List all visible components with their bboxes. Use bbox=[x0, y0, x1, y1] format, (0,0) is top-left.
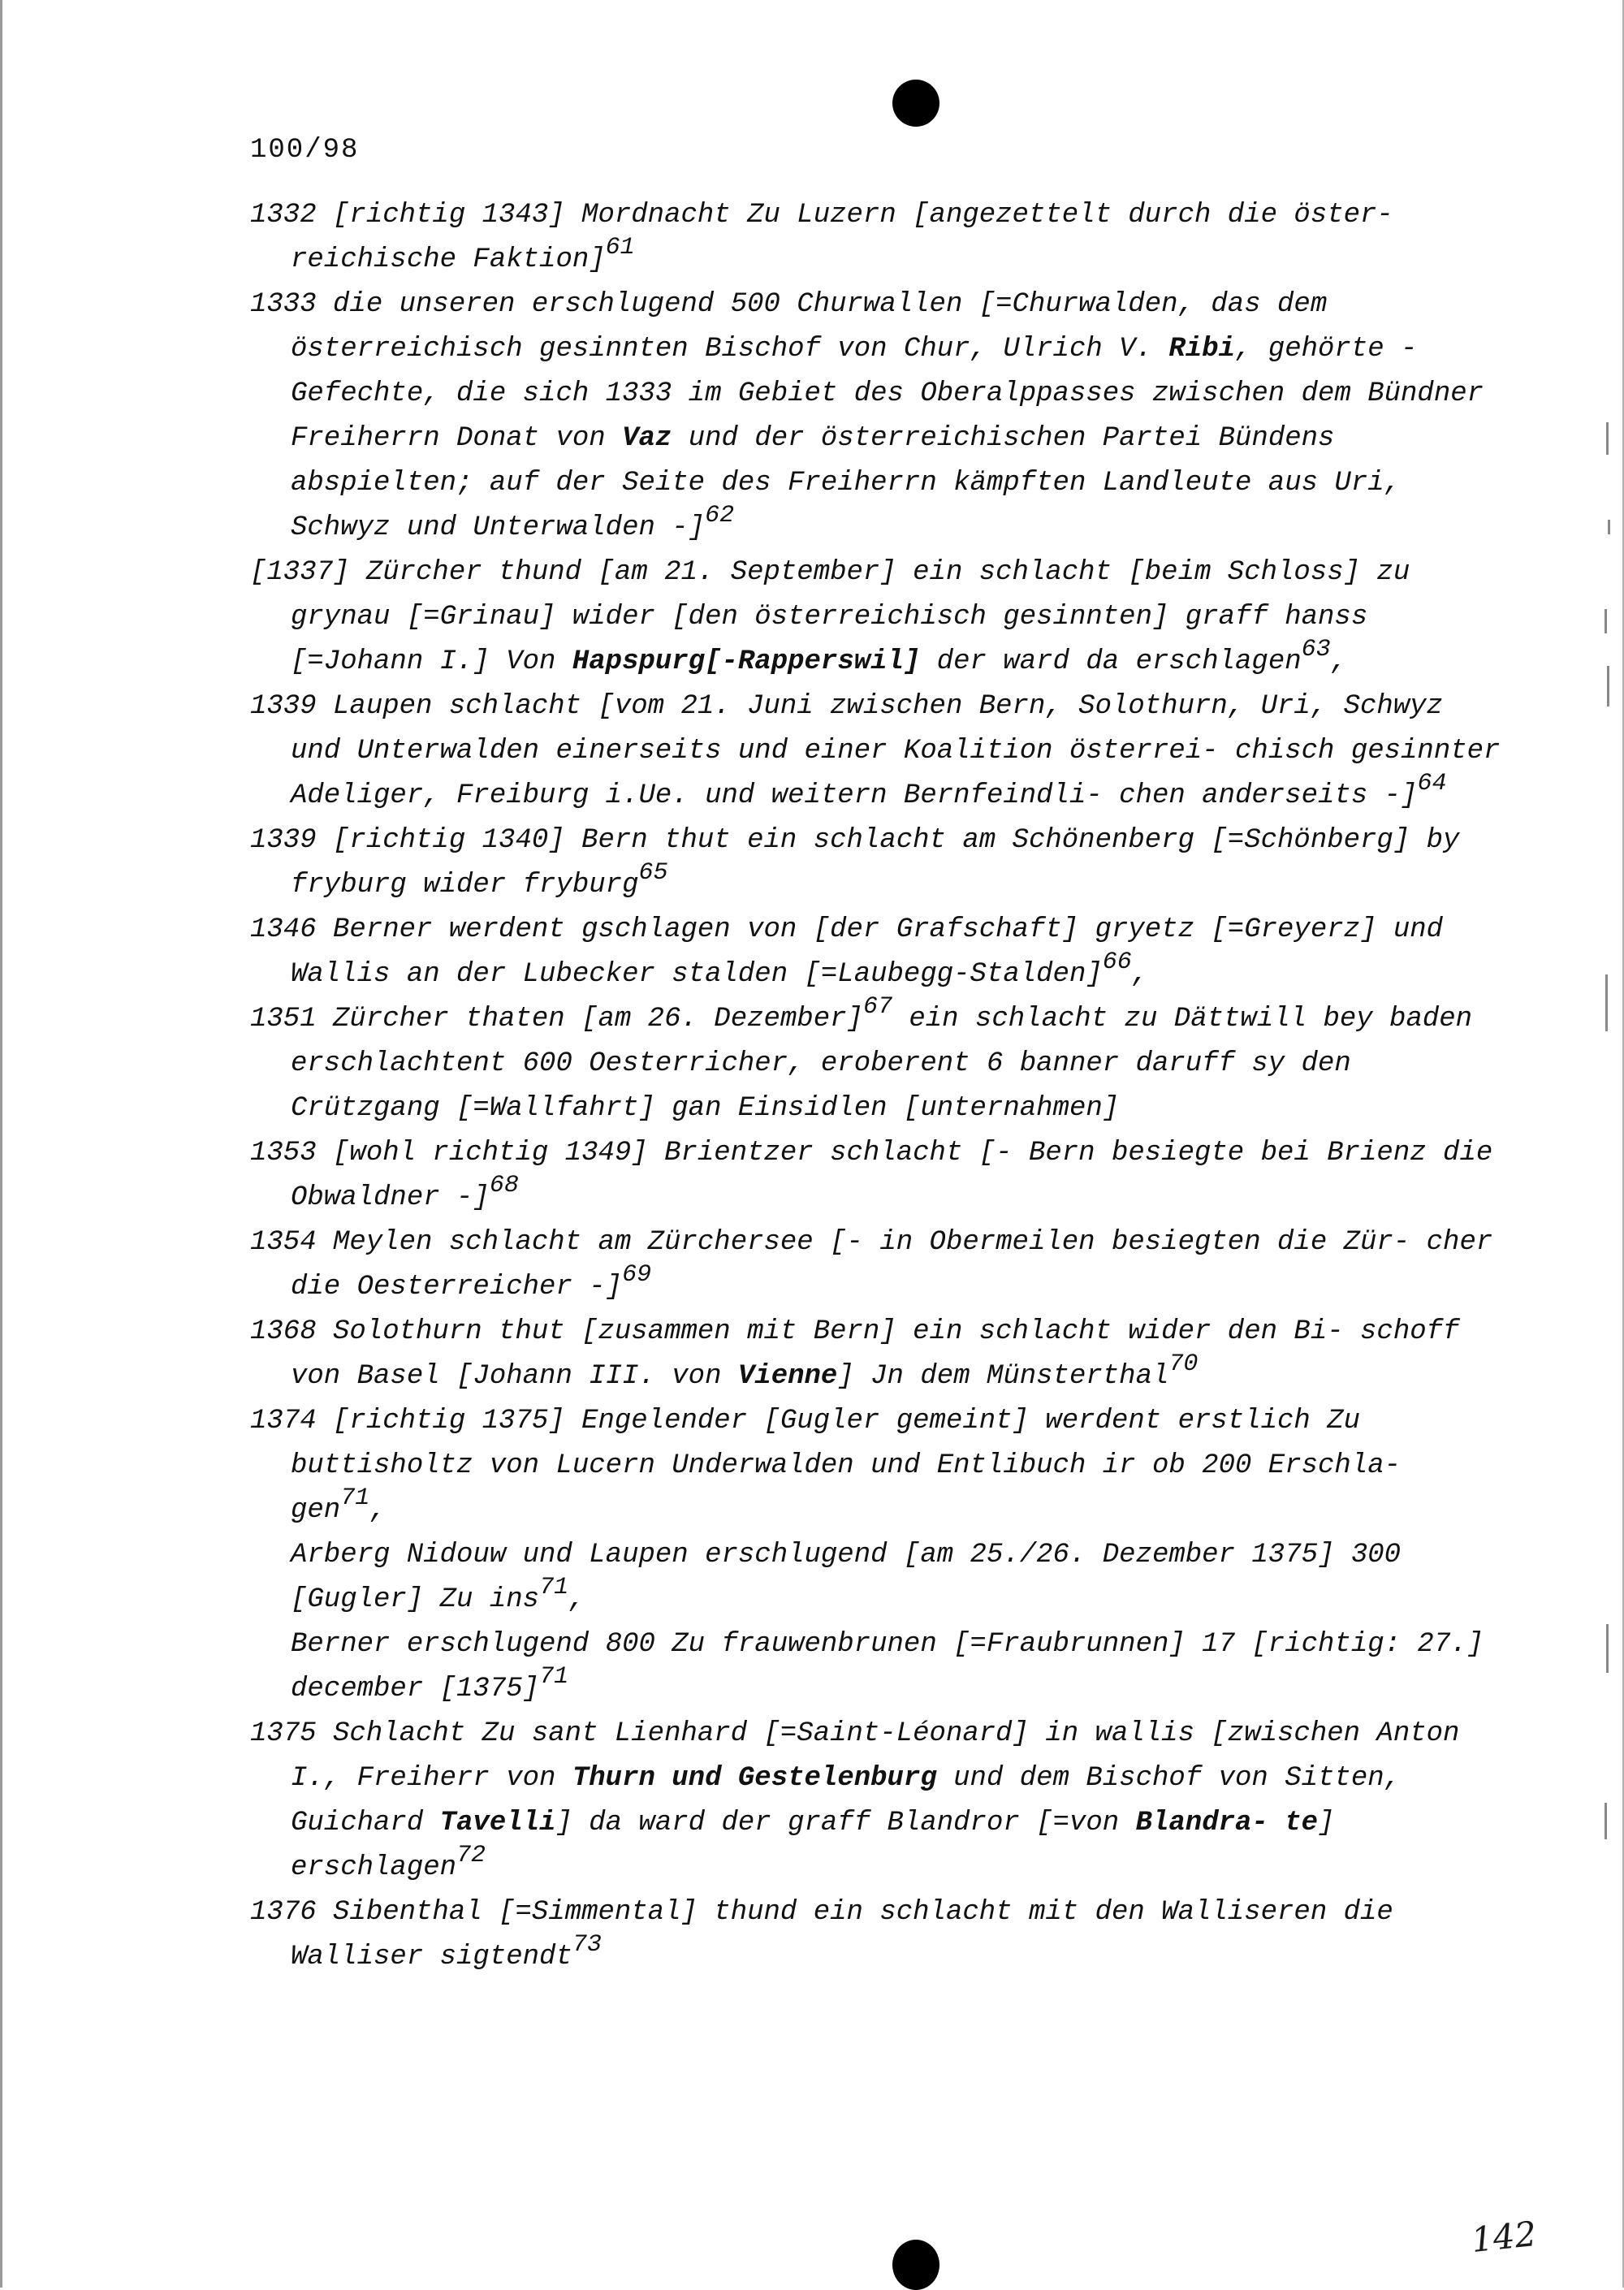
page-reference: 100/98 bbox=[250, 135, 360, 166]
punch-hole-top bbox=[892, 80, 939, 127]
chronicle-entry: 1354 Meylen schlacht am Zürchersee [- in Obermeilen besiegten die Zür- cher die Oesterreicher -]$^{69}$ bbox=[250, 1227, 1493, 1303]
chronicle-entry-continuation: Berner erschlugend 800 Zu frauwenbrunen [=Fraubrunnen] 17 [richtig: 27.] december $[1375]^{71}$ bbox=[291, 1629, 1484, 1705]
chronicle-entry: 1376 Sibenthal [=Simmental] thund ein schlacht mit den Walliseren die Walliser sigtendt$^{73}$ bbox=[250, 1897, 1393, 1972]
punch-hole-bottom bbox=[892, 2240, 939, 2290]
chronicle-entry: 1375 Schlacht Zu sant Lienhard [=Saint-Léonard] in wallis [zwischen Anton I., Freiherr von Thurn und Gestelenburg und dem Bischof von Sitten, Guichard Tavelli] da ward der graff Blandror [=von Blandra- te] erschlagen$^{72}$ bbox=[250, 1718, 1460, 1883]
margin-scan-specks bbox=[1603, 406, 1614, 2030]
chronicle-entry: 1368 Solothurn thut [zusammen mit Bern] ein schlacht wider den Bi- schoff von Basel [Johann III. von Vienne] Jn dem Münsterthal$^{70}$ bbox=[250, 1316, 1460, 1392]
chronicle-entry: 1333 die unseren erschlugend 500 Churwallen [=Churwalden, das dem österreichisch gesinnten Bischof von Chur, Ulrich V. Ribi, gehörte - Gefechte, die sich 1333 im Gebiet des Oberalppasses zwischen dem Bündner Freiherrn Donat von Vaz und der österreichischen Partei Bündens abspielten; auf der Seite des Freiherrn kämpften Landleute aus Uri, Schwyz und Unterwalden -]$^{62}$ bbox=[250, 289, 1484, 543]
chronicle-entry: [1337] Zürcher thund [am 21. September] ein schlacht [beim Schloss] zu grynau [=Grinau] wider [den österreichisch gesinnten] graff hanss [=Johann I.] Von Hapspurg[-Rapperswil] der ward da erschlagen$^{63}$, bbox=[250, 557, 1410, 677]
chronicle-entry-list bbox=[250, 193, 1501, 1980]
chronicle-entry: 1339 Laupen schlacht [vom 21. Juni zwischen Bern, Solothurn, Uri, Schwyz und Unterwalden einerseits und einer Koalition österrei- chisch gesinnter Adeliger, Freiburg i.Ue. und weitern Bernfeindli- chen anderseits -]$^{64}$ bbox=[250, 691, 1501, 811]
handwritten-page-number: 142 bbox=[1469, 2213, 1539, 2261]
chronicle-entry: 1346 Berner werdent gschlagen von [der Grafschaft] gryetz [=Greyerz] und Wallis an der Lubecker stalden [=Laubegg-Stalden]$^{66}$, bbox=[250, 914, 1444, 990]
chronicle-entry: 1351 Zürcher thaten [am 26. Dezember]$^{67}$ ein schlacht zu Dättwill bey baden erschlachtent 600 Oesterricher, eroberent 6 banner daruff sy den Crützgang [=Wallfahrt] gan Einsidlen [unternahmen] bbox=[250, 992, 1473, 1124]
chronicle-entry-continuation: Arberg Nidouw und Laupen erschlugend [am 25./26. Dezember 1375] 300 [Gugler] Zu ins$^{71}$, bbox=[291, 1540, 1402, 1615]
chronicle-entry: 1374 [richtig 1375] Engelender [Gugler gemeint] werdent erstlich Zu buttisholtz von Lucern Underwalden und Entlibuch ir ob 200 Erschla- gen$^{71}$, bbox=[250, 1406, 1402, 1526]
chronicle-entry: 1353 [wohl richtig 1349] Brientzer schlacht [- Bern besiegte bei Brienz die Obwaldner -]$^{68}$ bbox=[250, 1138, 1493, 1213]
chronicle-entry: 1332 [richtig 1343] Mordnacht Zu Luzern [angezettelt durch die öster- reichische Faktion]$^{61}$ bbox=[250, 200, 1393, 275]
chronicle-entry: 1339 [richtig 1340] Bern thut ein schlacht am Schönenberg [=Schönberg] by fryburg wider fryburg$^{65}$ bbox=[250, 825, 1460, 901]
